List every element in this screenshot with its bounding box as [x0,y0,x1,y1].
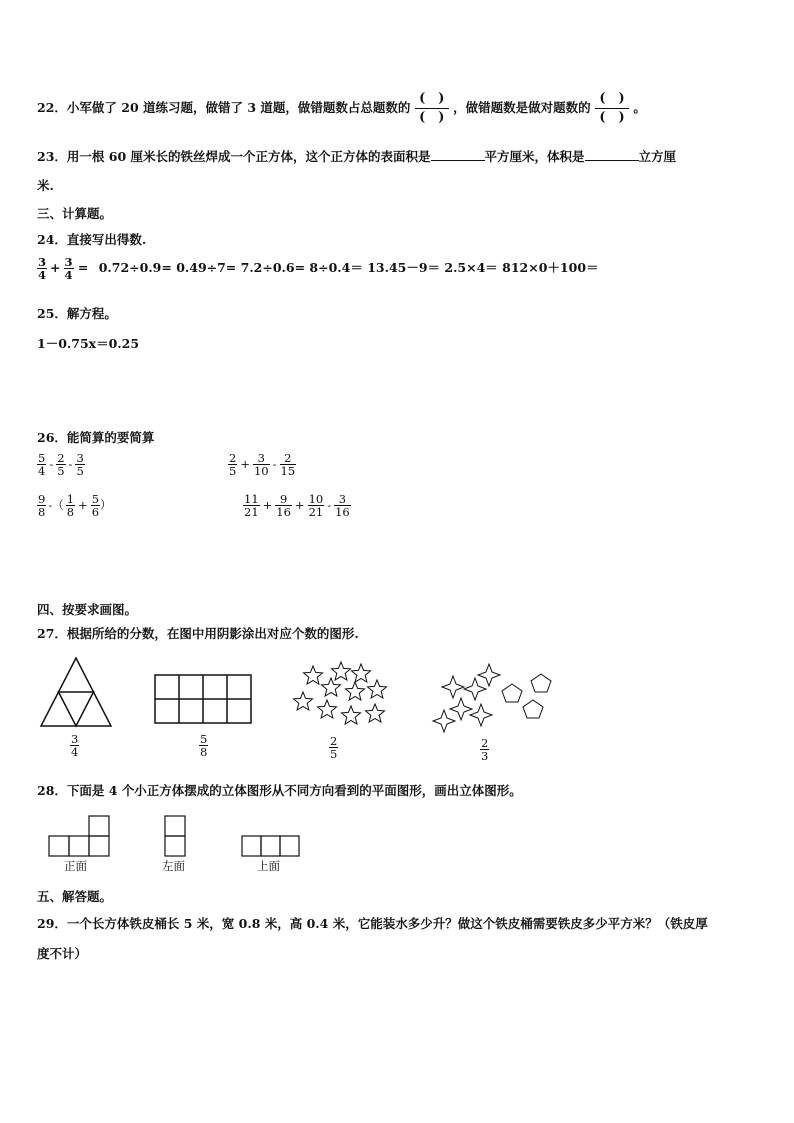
section-4-heading: 四、按要求画图。 [37,602,138,617]
section-5-heading: 五、解答题。 [37,889,113,904]
q22-answer-fraction-1[interactable] [415,90,449,127]
q27-grid-figure[interactable] [155,675,251,723]
star-icon [342,706,361,724]
four-point-star-icon [478,664,500,686]
q26-e4-f2: $\frac{9}{16}$ [276,492,291,520]
q28-front-view [49,816,109,856]
q22-text-2: ，做错题数是做对题数的 [453,100,591,115]
question-24-expressions [37,256,599,281]
q26-e2-f3: $\frac{2}{15}$ [280,451,296,479]
q22-text-1: 22．小军做了 20 道练习题，做错了 3 道题，做错题数占总题数的 [37,100,411,115]
q26-e1-f2: $\frac{2}{5}$ [57,451,65,479]
q22-paren-denominator-2: ( ) [595,108,629,127]
four-point-star-icon [470,704,492,726]
q26-e4-f3: $\frac{10}{21}$ [308,492,324,520]
star-icon [304,666,323,684]
question-29-line-2: 度不计） [37,946,88,961]
q27-figures [35,654,595,734]
q23-blank-volume[interactable] [585,148,639,161]
question-24-title: 24．直接写出得数. [37,232,147,247]
q27-triangle-figure[interactable] [41,658,111,726]
q28-label-front: 正面 [64,859,87,873]
q22-paren-numerator-2: ( ) [599,91,625,106]
q24-equals: = [73,260,93,276]
q28-top-view [242,836,299,856]
star-icon [332,662,351,680]
star-icon [294,692,313,710]
question-28-title: 28．下面是 4 个小正方体摆成的立体图形从不同方向看到的平面图形，画出立体图形。 [37,783,522,798]
q26-expression-1: $\frac{5}{4}$ - $\frac{2}{5}$ - $\frac{3}{5}$ [38,451,84,479]
question-23-cont: 米. [37,178,54,193]
q26-expression-2: $\frac{2}{5}$ + $\frac{3}{10}$ - $\frac{2}{15}$ [229,451,296,479]
q26-e4-f4: $\frac{3}{16}$ [335,492,350,520]
q26-e3-f1: $\frac{1}{8}$ [66,492,75,520]
q27-label-sparkles: $\frac{2}{3}$ [481,736,489,764]
four-point-star-icon [442,676,464,698]
question-27-title: 27．根据所给的分数，在图中用阴影涂出对应个数的图形. [37,626,359,641]
q27-label-grid: $\frac{5}{8}$ [200,732,208,760]
q22-paren-denominator-1: ( ) [415,108,449,127]
four-point-star-icon [433,710,455,732]
q27-sparkles-pentagons-figure[interactable] [433,664,551,732]
q28-label-left: 左面 [162,859,185,873]
q26-e4-f1: $\frac{11}{21}$ [244,492,259,520]
four-point-star-icon [464,678,486,700]
q28-left-view [165,816,185,856]
star-icon [352,664,371,682]
pentagon-icon [523,700,543,718]
pentagon-icon [531,674,551,692]
q26-e1-f3: $\frac{3}{5}$ [76,451,84,479]
q22-text-3: 。 [633,100,646,115]
q26-e2-f2: $\frac{3}{10}$ [253,451,269,479]
question-25-title: 25．解方程。 [37,306,117,321]
q23-text-2: 平方厘米，体积是 [484,149,585,164]
star-icon [318,700,337,718]
question-29-line-1: 29．一个长方体铁皮桶长 5 米，宽 0.8 米，高 0.4 米，它能装水多少升？做这个铁皮桶需要铁皮多少平方米？（铁皮厚 [37,916,708,931]
q24-fraction-b: $\frac{3}{4}$ [64,255,73,283]
q24-fraction-a: $\frac{3}{4}$ [38,255,47,283]
q28-views [45,814,315,864]
q26-e1-f1: $\frac{5}{4}$ [38,451,46,479]
q23-text-1: 23．用一根 60 厘米长的铁丝焊成一个正方体，这个正方体的表面积是 [37,149,431,164]
q26-e2-f1: $\frac{2}{5}$ [229,451,237,479]
q27-label-stars: $\frac{2}{5}$ [330,734,338,762]
star-icon [346,682,365,700]
section-3-heading: 三、计算题。 [37,206,113,221]
four-point-star-icon [450,698,472,720]
star-icon [366,704,385,722]
pentagon-icon [502,684,522,702]
q26-expression-4: $\frac{11}{21}$ + $\frac{9}{16}$ + $\frac{10}{21}$ - $\frac{3}{16}$ [244,492,350,520]
q22-paren-numerator-1: ( ) [419,91,445,106]
question-25-equation: 1－0.75x＝0.25 [37,336,140,351]
q28-label-top: 上面 [257,859,280,873]
q26-e3-f2: $\frac{5}{6}$ [91,492,100,520]
question-22 [37,90,646,127]
q27-stars-figure[interactable] [294,662,387,724]
q24-plus: + [50,260,61,276]
q23-blank-area[interactable] [431,148,485,161]
q26-e3-f0: $\frac{9}{8}$ [38,492,46,520]
star-icon [368,680,387,698]
q26-expression-3: $\frac{9}{8}$ -（ $\frac{1}{8}$ + $\frac{5}{6}$ ） [38,492,112,520]
question-26-title: 26．能简算的要简算 [37,430,155,445]
q24-rest: 0.72÷0.9= 0.49÷7= 7.2÷0.6= 8÷0.4＝ 13.45－9＝ 2.5×4＝ 812×0＋100＝ [98,260,599,276]
question-23 [37,147,676,165]
star-icon [322,678,341,696]
q27-label-triangle: $\frac{3}{4}$ [71,732,79,760]
q23-text-3: 立方厘 [638,149,677,164]
q22-answer-fraction-2[interactable] [595,90,629,127]
